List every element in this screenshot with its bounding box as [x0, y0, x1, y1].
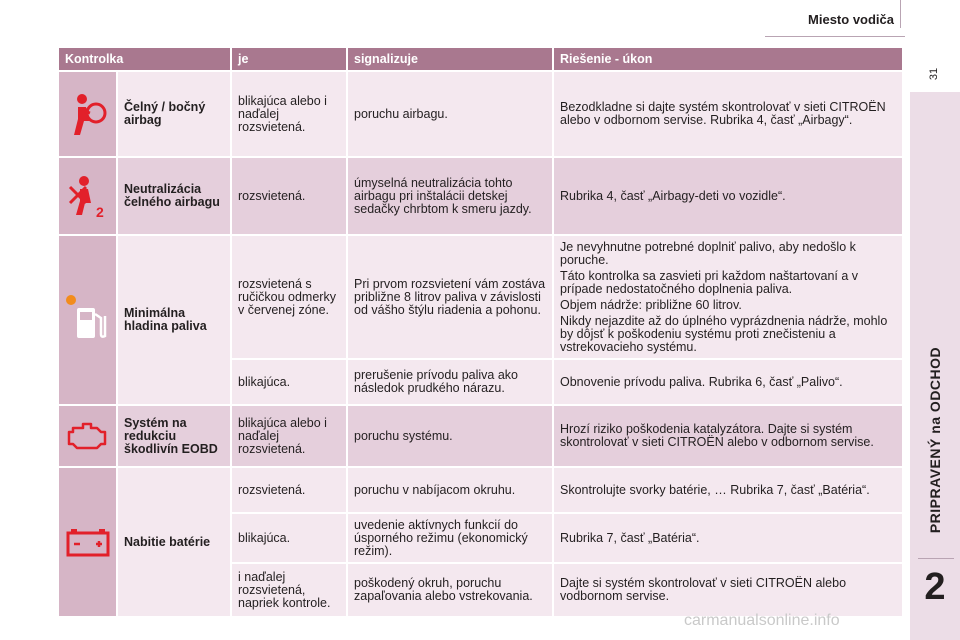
fuel-action-4: Nikdy nejazdite až do úplného vyprázdnenia nádrže, mohlo by dôjsť k poškodeniu systému proti znečisteniu a vstrekovacieho systému.	[560, 313, 888, 354]
fuel-icon-cell	[58, 235, 117, 405]
page-number: 31	[928, 67, 940, 81]
neutral-state: rozsvietená.	[231, 157, 347, 235]
fuel-action-3: Objem nádrže: približne 60 litrov.	[560, 297, 742, 312]
table-header-row	[58, 47, 903, 71]
chapter-number: 2	[924, 566, 946, 608]
airbag-off-icon	[68, 173, 108, 219]
eobd-name: Systém na redukciu škodlivín EOBD	[117, 405, 231, 467]
battery-state-b: blikajúca.	[231, 513, 347, 563]
chapter-rule	[918, 558, 954, 559]
top-tick	[900, 0, 901, 28]
table-row	[58, 235, 903, 359]
table-row	[58, 157, 903, 235]
header-kontrolka: Kontrolka	[58, 47, 231, 71]
neutral-signal: úmyselná neutralizácia tohto airbagu pri inštalácii detskej sedačky chrbtom k smeru jazdy.	[347, 157, 553, 235]
airbag-name: Čelný / bočný airbag	[117, 71, 231, 157]
battery-state-a: rozsvietená.	[231, 467, 347, 513]
table-row	[58, 405, 903, 467]
chapter-title: PRIPRAVENÝ na ODCHOD	[927, 346, 943, 534]
fuel-signal-b: prerušenie prívodu paliva ako následok prudkého nárazu.	[347, 359, 553, 405]
battery-name: Nabitie batérie	[117, 467, 231, 617]
engine-check-icon	[65, 418, 111, 454]
battery-action-a: Skontrolujte svorky batérie, … Rubrika 7, časť „Batéria“.	[553, 467, 903, 513]
fuel-state: rozsvietená s ručičkou odmerky v červenej zóne.	[231, 235, 347, 359]
watermark: carmanualsonline.info	[684, 612, 840, 629]
header-signalizuje: signalizuje	[347, 47, 553, 71]
battery-icon-cell	[58, 467, 117, 617]
fuel-name: Minimálna hladina paliva	[117, 235, 231, 405]
airbag-icon-cell	[58, 71, 117, 157]
fuel-action	[553, 235, 903, 359]
airbag-signal: poruchu airbagu.	[347, 71, 553, 157]
battery-signal-a: poruchu v nabíjacom okruhu.	[347, 467, 553, 513]
airbag-icon	[68, 91, 108, 137]
battery-signal-c: poškodený okruh, poruchu zapaľovania alebo vstrekovania.	[347, 563, 553, 617]
eobd-signal: poruchu systému.	[347, 405, 553, 467]
fuel-pump-icon	[65, 292, 111, 348]
battery-signal-b: uvedenie aktívnych funkcií do úsporného režimu (ekonomický režim).	[347, 513, 553, 563]
table-row	[58, 71, 903, 157]
page-header-title: Miesto vodiča	[808, 12, 894, 27]
header-riesenie: Riešenie - úkon	[553, 47, 903, 71]
neutral-name: Neutralizácia čelného airbagu	[117, 157, 231, 235]
airbag-state: blikajúca alebo i naďalej rozsvietená.	[231, 71, 347, 157]
battery-state-c: i naďalej rozsvietená, napriek kontrole.	[231, 563, 347, 617]
battery-action-c: Dajte si systém skontrolovať v sieti CITROËN alebo vodbornom servise.	[553, 563, 903, 617]
battery-icon	[65, 525, 111, 559]
fuel-signal: Pri prvom rozsvietení vám zostáva približne 8 litrov paliva v závislosti od vášho štýlu riadenia a pohonu.	[347, 235, 553, 359]
battery-action-b: Rubrika 7, časť „Batéria“.	[553, 513, 903, 563]
airbag-action: Bezodkladne si dajte systém skontrolovať v sieti CITROËN alebo v odbornom servise. Rubrika 4, časť „Airbagy“.	[553, 71, 903, 157]
engine-icon-cell	[58, 405, 117, 467]
fuel-action-b: Obnovenie prívodu paliva. Rubrika 6, časť „Palivo“.	[553, 359, 903, 405]
warning-lights-table	[57, 46, 904, 618]
header-je: je	[231, 47, 347, 71]
indicator-dot	[66, 295, 76, 305]
airbag-off-icon-cell	[58, 157, 117, 235]
fuel-action-1: Je nevyhnutne potrebné doplniť palivo, aby nedošlo k poruche.	[560, 239, 856, 267]
fuel-action-2: Táto kontrolka sa zasvieti pri každom naštartovaní a v prípade nedostatočného doplnenia paliva.	[560, 268, 859, 296]
neutral-action: Rubrika 4, časť „Airbagy-deti vo vozidle“.	[553, 157, 903, 235]
table-row	[58, 467, 903, 513]
eobd-state: blikajúca alebo i naďalej rozsvietená.	[231, 405, 347, 467]
svg-text:2: 2	[95, 204, 104, 219]
fuel-state-b: blikajúca.	[231, 359, 347, 405]
header-rule	[765, 36, 905, 37]
eobd-action: Hrozí riziko poškodenia katalyzátora. Dajte si systém skontrolovať v sieti CITROËN alebo v odbornom servise.	[553, 405, 903, 467]
